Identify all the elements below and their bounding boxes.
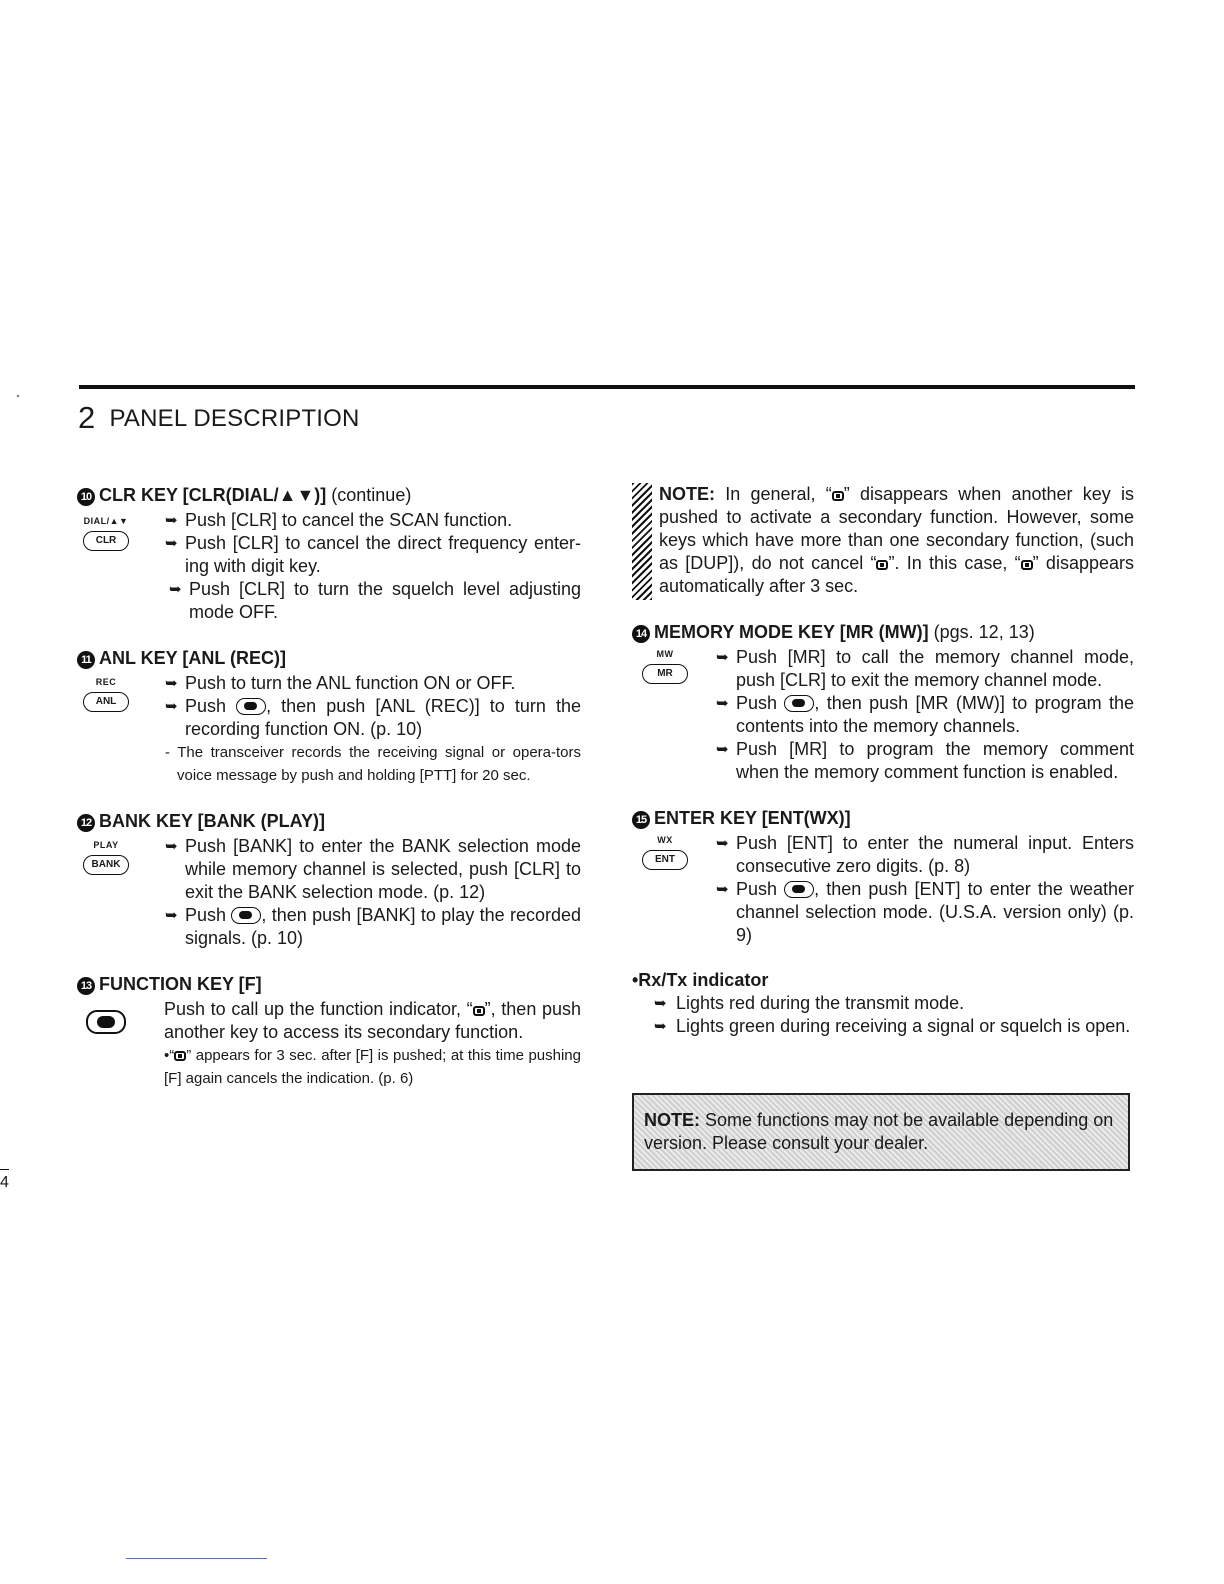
list-item: ➥ Push [ENT] to enter the numeral input. Enters consecutive zero digits. (p. 8)	[716, 833, 1134, 876]
section-body	[716, 646, 1134, 784]
header-rule	[79, 385, 1135, 389]
ent-key-icon: WX ENT	[636, 834, 694, 870]
section-body	[165, 672, 581, 787]
list-item: ➥ Push [BANK] to enter the BANK selection mode while memory channel is selected, push [CLR] to exit the BANK selection mode. (p. 12)	[165, 836, 581, 902]
right-arrow-icon: ➥	[165, 907, 178, 924]
function-description: Push to call up the function indicator, “ ”, then push another key to access its secondary function.	[164, 999, 581, 1042]
list-item: ➥ Push [MR] to call the memory channel mode, push [CLR] to exit the memory channel mode.	[716, 647, 1134, 690]
section-bank-key	[77, 809, 581, 950]
right-column	[632, 483, 1134, 1038]
right-arrow-icon: ➥	[165, 838, 178, 855]
section-number-badge: 10	[77, 488, 95, 506]
chapter-number: 2	[78, 400, 96, 435]
right-arrow-icon: ➥	[654, 995, 667, 1012]
list-item: ➥ Push [CLR] to turn the squelch level adjusting mode OFF.	[169, 579, 581, 622]
f-key-icon	[86, 1010, 126, 1034]
right-arrow-icon: ➥	[165, 512, 178, 529]
right-arrow-icon: ➥	[716, 835, 729, 852]
list-item: ➥ Push [CLR] to cancel the direct frequency enter-ing with digit key.	[165, 533, 581, 576]
list-item: ➥ Push , then push [BANK] to play the recorded signals. (p. 10)	[165, 905, 581, 948]
section-number-badge: 13	[77, 977, 95, 995]
left-column	[77, 483, 581, 1090]
section-clr-key	[77, 483, 581, 624]
section-title: 11 ANL KEY [ANL (REC)]	[77, 646, 581, 672]
right-arrow-icon: ➥	[716, 649, 729, 666]
section-number-badge: 15	[632, 811, 650, 829]
right-arrow-icon: ➥	[165, 698, 178, 715]
right-arrow-icon: ➥	[716, 695, 729, 712]
right-arrow-icon: ➥	[716, 741, 729, 758]
list-item: ➥ Lights green during receiving a signal or squelch is open.	[654, 1016, 1131, 1036]
function-key-icon	[77, 1010, 135, 1034]
section-memory-key	[632, 620, 1134, 784]
f-indicator-icon	[1021, 560, 1033, 570]
section-body	[165, 835, 581, 950]
section-title: 15 ENTER KEY [ENT(WX)]	[632, 806, 1134, 832]
section-title: 14 MEMORY MODE KEY [MR (MW)] (pgs. 12, 13)	[632, 620, 1134, 646]
section-body	[165, 509, 581, 624]
page-header	[78, 400, 360, 436]
section-title: 12 BANK KEY [BANK (PLAY)]	[77, 809, 581, 835]
list-item: ➥ Push , then push [ENT] to enter the weather channel selection mode. (U.S.A. version only) (p. 9)	[716, 879, 1134, 945]
bank-key-icon: PLAY BANK	[77, 839, 135, 875]
recording-note: - The transceiver records the receiving signal or opera-tors voice message by push and holding [PTT] for 20 sec.	[165, 744, 581, 784]
f-key-icon	[784, 695, 814, 712]
section-function-key	[77, 972, 581, 1090]
stray-dot	[17, 395, 19, 397]
section-anl-key	[77, 646, 581, 787]
section-number-badge: 14	[632, 625, 650, 643]
bottom-rule	[126, 1558, 267, 1559]
section-body	[164, 998, 581, 1090]
f-indicator-icon	[473, 1006, 485, 1016]
f-indicator-icon	[174, 1051, 186, 1061]
f-indicator-icon	[832, 491, 844, 501]
f-key-icon	[784, 881, 814, 898]
chapter-title: PANEL DESCRIPTION	[109, 405, 360, 432]
right-arrow-icon: ➥	[165, 675, 178, 692]
section-enter-key	[632, 806, 1134, 947]
list-item: ➥ Push , then push [ANL (REC)] to turn the recording function ON. (p. 10)	[165, 696, 581, 739]
list-item: ➥ Push to turn the ANL function ON or OFF.	[165, 673, 516, 693]
general-note: NOTE: In general, “ ” disappears when another key is pushed to activate a secondary function. However, some keys which have more than one secondary function, (such as [DUP]), do not cancel “ ”. In this case, “ ” disappears automatically after 3 sec.	[632, 483, 1134, 598]
right-arrow-icon: ➥	[165, 535, 178, 552]
f-indicator-icon	[876, 560, 888, 570]
mr-key-icon: MW MR	[636, 648, 694, 684]
section-number-badge: 11	[77, 651, 95, 669]
section-body	[716, 832, 1134, 947]
list-item: ➥ Lights red during the transmit mode.	[654, 993, 965, 1013]
function-note: •“ ” appears for 3 sec. after [F] is pushed; at this time pushing [F] again cancels the indication. (p. 6)	[164, 1047, 581, 1087]
availability-note-box: NOTE: Some functions may not be available depending on version. Please consult your dealer.	[632, 1093, 1130, 1171]
list-item: ➥ Push , then push [MR (MW)] to program the contents into the memory channels.	[716, 693, 1134, 736]
section-title: 10 CLR KEY [CLR(DIAL/▲▼)] (continue)	[77, 483, 581, 509]
note-hatch-icon	[632, 483, 652, 600]
list-item: ➥ Push [CLR] to cancel the SCAN function.	[165, 510, 513, 530]
right-arrow-icon: ➥	[169, 581, 182, 598]
right-arrow-icon: ➥	[716, 881, 729, 898]
f-key-icon	[236, 698, 266, 715]
section-title: 13 FUNCTION KEY [F]	[77, 972, 581, 998]
clr-key-icon: DIAL/▲▼ CLR	[77, 515, 135, 551]
f-key-icon	[231, 907, 261, 924]
page-number: 4	[0, 1174, 9, 1191]
right-arrow-icon: ➥	[654, 1018, 667, 1035]
section-number-badge: 12	[77, 814, 95, 832]
list-item: ➥ Push [MR] to program the memory comment when the memory comment function is enabled.	[716, 739, 1134, 782]
rxtx-title: •Rx/Tx indicator	[632, 970, 769, 990]
anl-key-icon: REC ANL	[77, 676, 135, 712]
section-rxtx-indicator	[632, 969, 1134, 1038]
